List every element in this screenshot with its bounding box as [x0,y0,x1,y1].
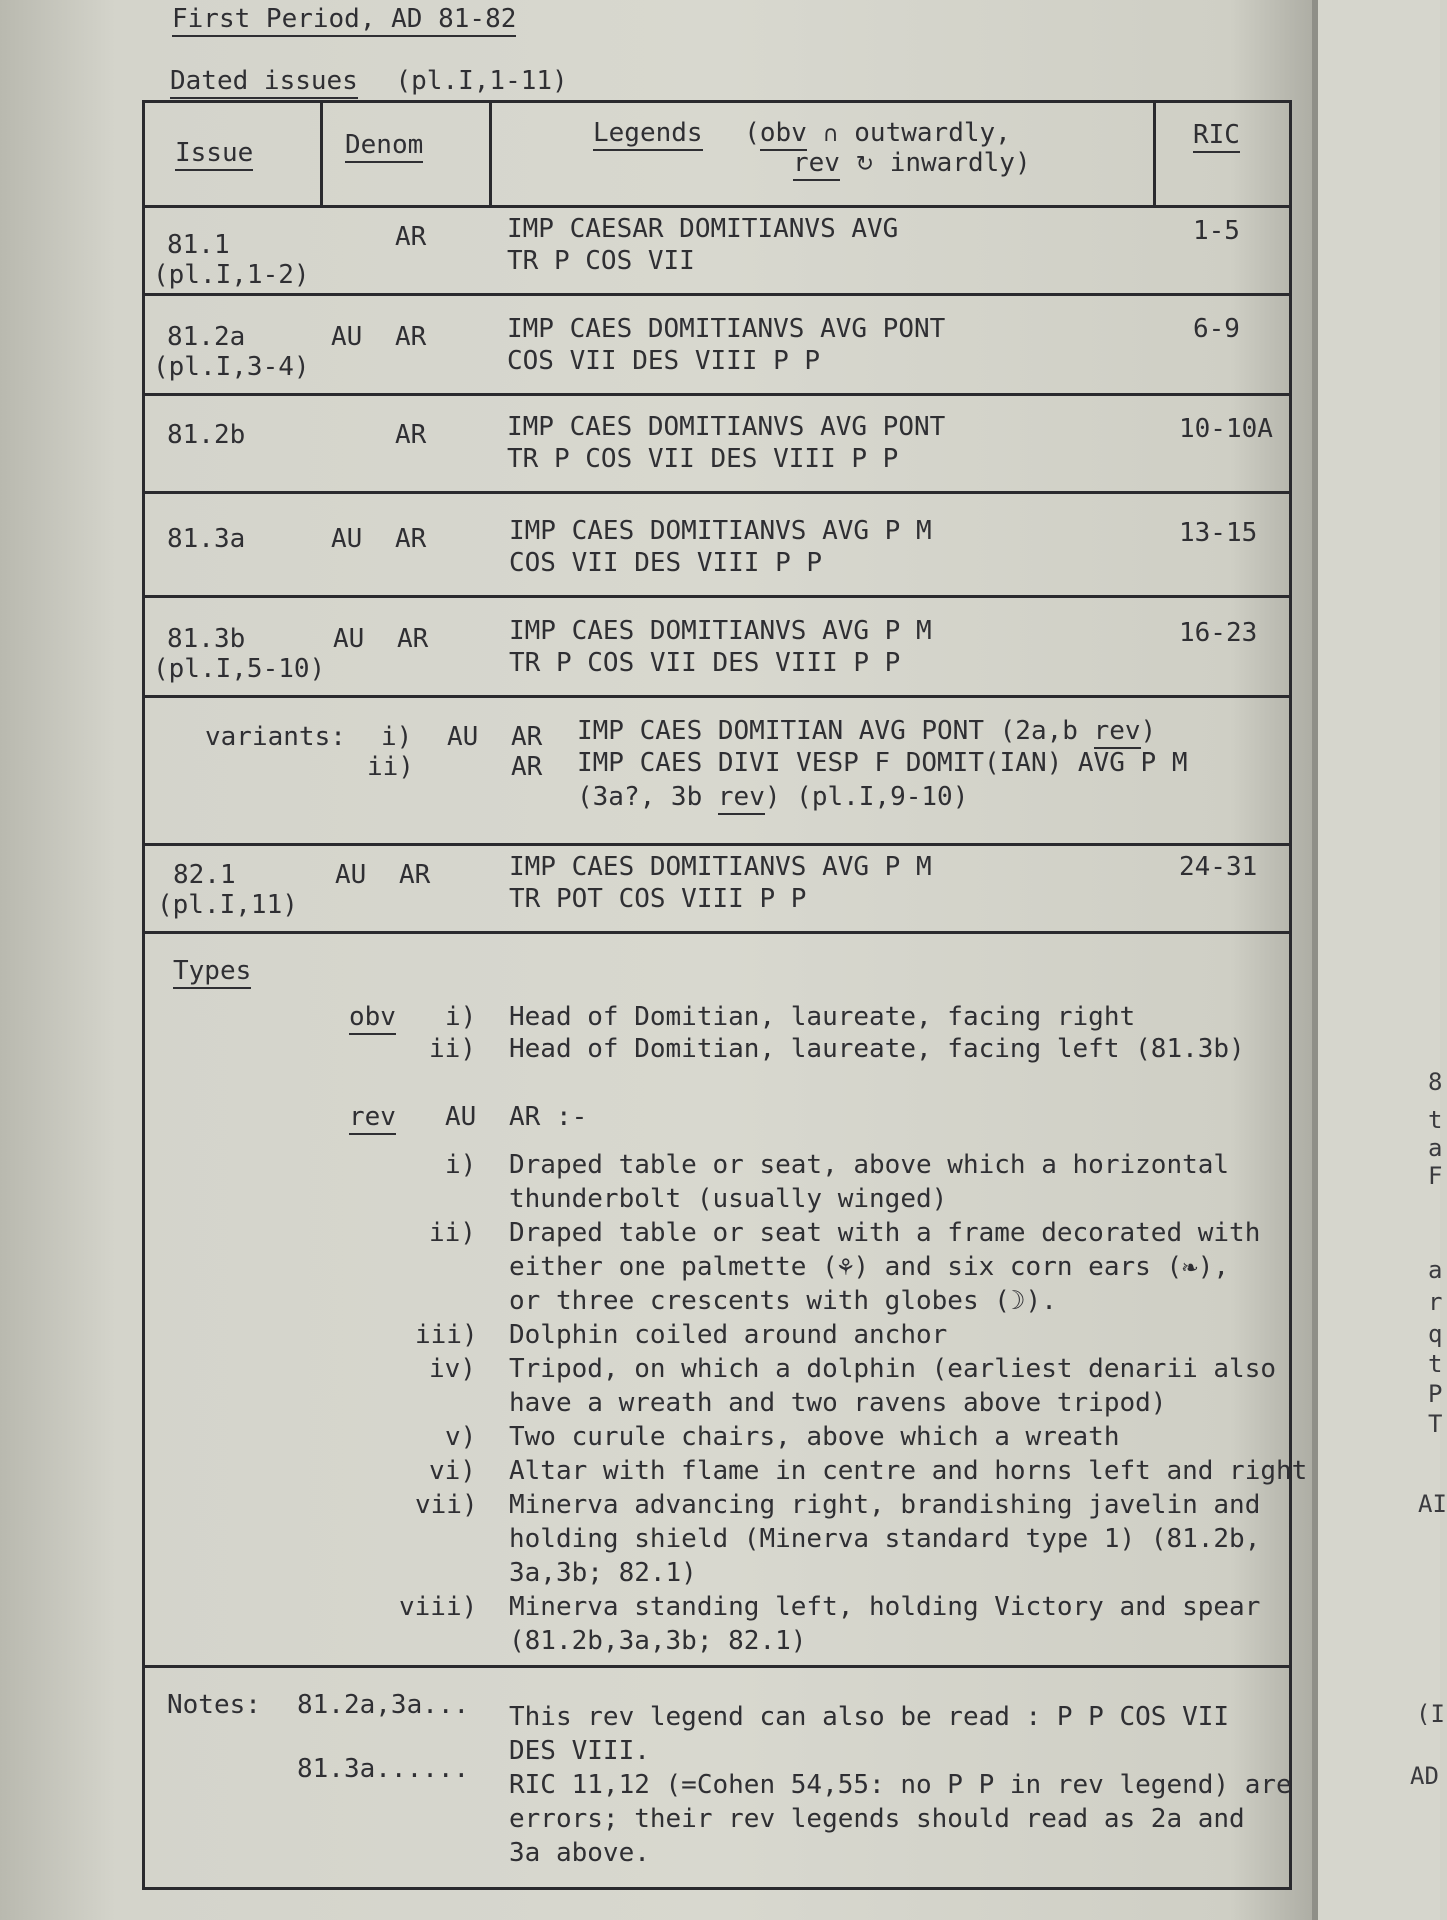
obv-item-text: Head of Domitian, laureate, facing right [509,1002,1136,1032]
denom-au: AU [331,524,363,554]
facing-page-char: AI [1418,1490,1447,1518]
note-text: errors; their rev legends should read as 2a and [509,1804,1245,1834]
ric-ref: 24-31 [1179,852,1258,882]
row-divider [145,843,1289,846]
rev-item-number: vii) [415,1490,478,1520]
denom-ar: AR [395,524,427,554]
row-divider [145,491,1289,494]
obv-item-number: ii) [429,1034,476,1064]
types-title: Types [173,955,251,987]
column-divider [320,103,323,205]
rev-item-text: either one palmette (⚘) and six corn ears (❧), [509,1252,1230,1282]
section-heading [170,66,568,96]
header-issue: Issue [175,137,253,169]
rev-label: rev [793,148,840,181]
variant-number: ii) [367,752,414,782]
rev-au: AU [445,1102,477,1132]
ric-ref: 13-15 [1179,518,1258,548]
variant-legend: IMP CAES DIVI VESP F DOMIT(IAN) AVG P M [577,748,1188,778]
denom-ar: AR [399,860,431,890]
facing-page-char: (I [1416,1700,1445,1728]
ric-ref: 16-23 [1179,618,1258,648]
facing-page-char: r [1428,1288,1443,1316]
ric-ref: 10-10A [1179,414,1273,444]
rev-item-text: Altar with flame in centre and horns left and right [509,1456,1308,1486]
variants-label: variants: [205,722,346,752]
rev-item-text: thunderbolt (usually winged) [509,1184,948,1214]
variant-ar: AR [511,722,543,752]
period-title: First Period, AD 81-82 [172,4,516,34]
facing-page-char: T [1428,1410,1443,1438]
issue-number: 81.2a [167,322,246,352]
variant-legend: IMP CAES DOMITIAN AVG PONT (2a,b rev) [577,715,1156,747]
denom-ar: AR [397,624,429,654]
facing-page-char: AD [1410,1762,1439,1790]
row-divider [145,205,1289,208]
rev-item-text: (81.2b,3a,3b; 82.1) [509,1626,807,1656]
rev-item-text: Two curule chairs, above which a wreath [509,1422,1120,1452]
facing-page [1318,0,1443,1920]
rev-item-number: iv) [429,1354,476,1384]
rev-item-text: Draped table or seat, above which a horizontal [509,1150,1230,1180]
header-denom: Denom [345,129,423,161]
inward-arc-icon: ↻ [855,152,875,177]
rev-item-number: ii) [429,1218,476,1248]
obv-item-number: i) [445,1002,477,1032]
note-text: RIC 11,12 (=Cohen 54,55: no P P in rev legend) are [509,1770,1292,1800]
rev-item-text: Minerva standing left, holding Victory and spear [509,1592,1261,1622]
issue-plate: (pl.I,3-4) [153,352,310,382]
obv-item-text: Head of Domitian, laureate, facing left (81.3b) [509,1034,1245,1064]
rev-item-text: Draped table or seat with a frame decorated with [509,1218,1261,1248]
ric-ref: 1-5 [1193,216,1240,246]
issue-number: 81.2b [167,420,246,450]
variant-au: AU [447,722,479,752]
rev-label: rev [718,782,765,815]
issue-plate: (pl.I,1-2) [153,260,310,290]
legend-obv: IMP CAES DOMITIANVS AVG P M [509,616,932,646]
column-divider [489,103,492,205]
issue-number: 81.3a [167,524,246,554]
issue-plate: (pl.I,5-10) [153,654,326,684]
facing-page-char: a [1428,1256,1443,1284]
header-legends-rev: rev ↻ inwardly) [793,147,1031,181]
denom-au: AU [331,322,363,352]
denom-ar: AR [395,222,427,252]
rev-ar: AR :- [509,1102,588,1132]
legend-rev: TR P COS VII [507,246,695,276]
legend-rev: COS VII DES VIII P P [507,346,821,376]
row-divider [145,293,1289,296]
denom-au: AU [335,860,367,890]
facing-page-char: t [1428,1350,1443,1378]
rev-item-text: or three crescents with globes (☽). [509,1286,1057,1316]
row-divider [145,393,1289,396]
rev-item-number: vi) [429,1456,476,1486]
facing-page-char: t [1428,1106,1443,1134]
note-text: DES VIII. [509,1736,650,1766]
rev-item-number: v) [445,1422,477,1452]
header-ric: RIC [1193,119,1240,151]
denom-ar: AR [395,420,427,450]
obv-label: obv [760,118,807,151]
rev-item-number: viii) [399,1592,478,1622]
issue-number: 82.1 [173,860,236,890]
section-ref: (pl.I,1-11) [395,66,568,96]
rev-item-text: have a wreath and two ravens above tripod) [509,1388,1167,1418]
issues-table [142,100,1308,1890]
note-ref: 81.3a...... [297,1754,470,1784]
rev-item-text: Dolphin coiled around anchor [509,1320,948,1350]
facing-page-char: a [1428,1134,1443,1162]
variant-ar: AR [511,752,543,782]
column-divider [1153,103,1156,205]
facing-page-char: 8 [1428,1068,1443,1096]
facing-page-char: q [1428,1320,1443,1348]
rev-item-text: 3a,3b; 82.1) [509,1558,697,1588]
note-text: This rev legend can also be read : P P COS VII [509,1702,1230,1732]
facing-page-char: P [1428,1380,1443,1408]
section-label: Dated issues [170,66,358,99]
issue-number: 81.1 [167,230,230,260]
legend-rev: TR P COS VII DES VIII P P [507,444,899,474]
legend-obv: IMP CAES DOMITIANVS AVG P M [509,852,932,882]
row-divider [145,931,1289,934]
issue-number: 81.3b [167,624,246,654]
note-ref: 81.2a,3a... [297,1690,470,1720]
row-divider [145,595,1289,598]
legend-obv: IMP CAES DOMITIANVS AVG P M [509,516,932,546]
note-text: 3a above. [509,1838,650,1868]
obv-label: obv [349,1001,396,1033]
rev-item-number: iii) [415,1320,478,1350]
legend-obv: IMP CAES DOMITIANVS AVG PONT [507,314,946,344]
rev-item-text: Minerva advancing right, brandishing javelin and [509,1490,1261,1520]
notes-label: Notes: [167,1690,261,1720]
row-divider [145,1665,1289,1668]
legend-rev: TR POT COS VIII P P [509,884,807,914]
legend-obv: IMP CAES DOMITIANVS AVG PONT [507,412,946,442]
legend-rev: COS VII DES VIII P P [509,548,823,578]
legend-obv: IMP CAESAR DOMITIANVS AVG [507,214,899,244]
ric-ref: 6-9 [1193,314,1240,344]
row-divider [145,695,1289,698]
issue-plate: (pl.I,11) [157,890,298,920]
denom-au: AU [333,624,365,654]
variant-legend-line2: (3a?, 3b rev) (pl.I,9-10) [577,781,968,813]
facing-page-char: F [1428,1162,1443,1190]
rev-item-text: Tripod, on which a dolphin (earliest denarii also [509,1354,1277,1384]
rev-label: rev [1094,716,1141,749]
header-legends: Legends (obv ∩ outwardly, [593,117,1011,151]
outward-arc-icon: ∩ [822,122,839,147]
variant-number: i) [381,722,413,752]
rev-item-text: holding shield (Minerva standard type 1) (81.2b, [509,1524,1261,1554]
legend-rev: TR P COS VII DES VIII P P [509,648,901,678]
denom-ar: AR [395,322,427,352]
rev-item-number: i) [445,1150,477,1180]
rev-label: rev [349,1101,396,1133]
